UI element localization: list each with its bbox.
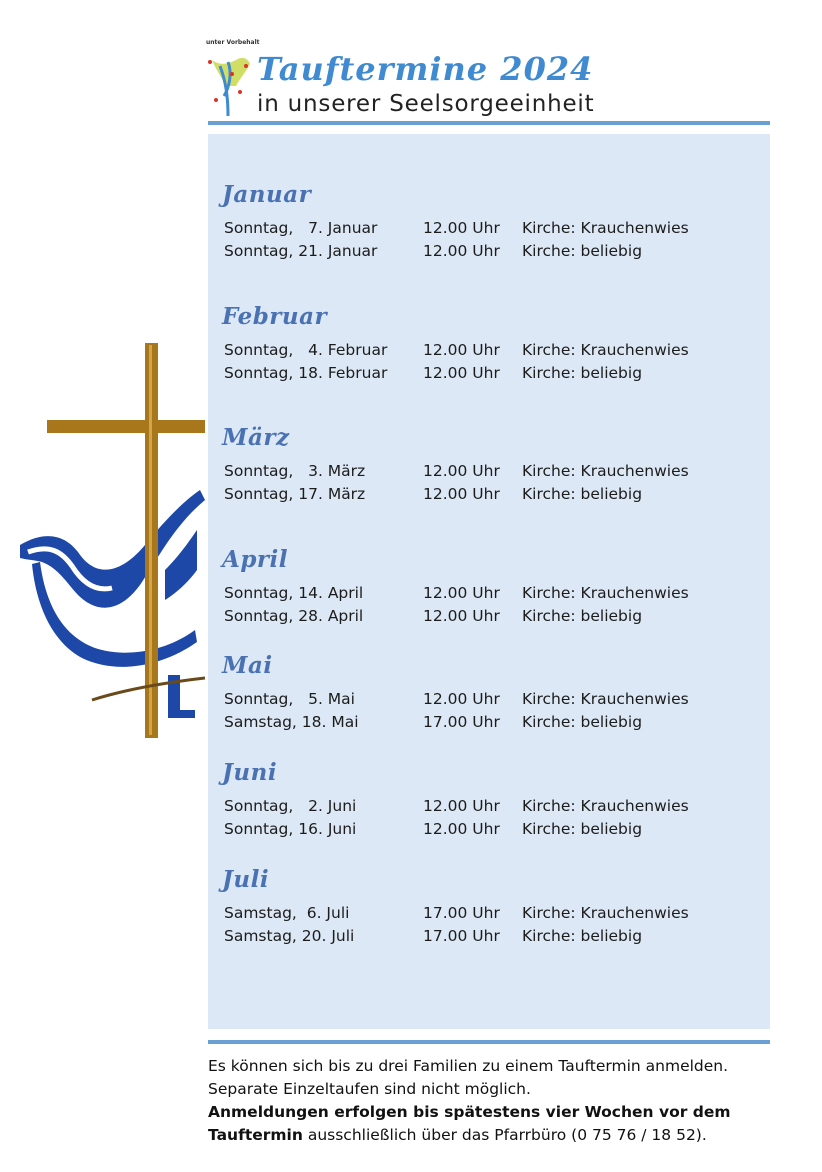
entry-church: Kirche: beliebig bbox=[522, 364, 643, 382]
month-heading-februar: Februar bbox=[222, 303, 328, 330]
footer-line: Es können sich bis zu drei Familien zu einem Tauftermin anmelden. bbox=[208, 1057, 729, 1075]
entry-time: 12.00 Uhr bbox=[423, 820, 500, 838]
entry-time: 17.00 Uhr bbox=[423, 927, 500, 945]
entry-church: Kirche: Krauchenwies bbox=[522, 690, 689, 708]
entry-date: Sonntag, 5. Mai bbox=[224, 690, 355, 708]
entry-time: 17.00 Uhr bbox=[423, 904, 500, 922]
note-unter-vorbehalt: unter Vorbehalt bbox=[206, 39, 260, 46]
entry-church: Kirche: beliebig bbox=[522, 927, 643, 945]
entry-church: Kirche: Krauchenwies bbox=[522, 341, 689, 359]
month-heading-juni: Juni bbox=[222, 759, 278, 786]
month-heading-maerz: März bbox=[222, 424, 290, 451]
entry-church: Kirche: Krauchenwies bbox=[522, 462, 689, 480]
entry-date: Samstag, 6. Juli bbox=[224, 904, 350, 922]
entry-date: Sonntag, 21. Januar bbox=[224, 242, 378, 260]
entry-church: Kirche: Krauchenwies bbox=[522, 219, 689, 237]
cross-dove-icon bbox=[0, 330, 205, 750]
entry-time: 12.00 Uhr bbox=[423, 364, 500, 382]
month-heading-juli: Juli bbox=[222, 866, 270, 893]
pfarrbuero-contact: ausschließlich über das Pfarrbüro (0 75 76 / 18 52). bbox=[302, 1126, 707, 1144]
entry-time: 12.00 Uhr bbox=[423, 341, 500, 359]
month-heading-januar: Januar bbox=[222, 181, 312, 208]
footer-bold-text: Tauftermin bbox=[208, 1126, 303, 1144]
entry-time: 12.00 Uhr bbox=[423, 485, 500, 503]
bottom-divider bbox=[208, 1040, 770, 1044]
entry-church: Kirche: beliebig bbox=[522, 607, 643, 625]
entry-church: Kirche: Krauchenwies bbox=[522, 904, 689, 922]
top-divider bbox=[208, 121, 770, 125]
entry-church: Kirche: Krauchenwies bbox=[522, 797, 689, 815]
entry-time: 17.00 Uhr bbox=[423, 713, 500, 731]
entry-date: Sonntag, 2. Juni bbox=[224, 797, 357, 815]
entry-church: Kirche: Krauchenwies bbox=[522, 584, 689, 602]
entry-time: 12.00 Uhr bbox=[423, 462, 500, 480]
page-subtitle: in unserer Seelsorgeeinheit bbox=[257, 91, 595, 117]
entry-time: 12.00 Uhr bbox=[423, 219, 500, 237]
month-heading-mai: Mai bbox=[222, 652, 273, 679]
entry-church: Kirche: beliebig bbox=[522, 485, 643, 503]
entry-date: Samstag, 18. Mai bbox=[224, 713, 359, 731]
schedule-panel bbox=[208, 134, 770, 1029]
entry-date: Sonntag, 4. Februar bbox=[224, 341, 388, 359]
entry-date: Sonntag, 16. Juni bbox=[224, 820, 357, 838]
entry-time: 12.00 Uhr bbox=[423, 690, 500, 708]
entry-date: Sonntag, 7. Januar bbox=[224, 219, 378, 237]
page-title: Tauftermine 2024 bbox=[257, 50, 594, 88]
entry-church: Kirche: beliebig bbox=[522, 713, 643, 731]
footer-line-bold bbox=[208, 1101, 778, 1124]
footer-line: Separate Einzeltaufen sind nicht möglich. bbox=[208, 1080, 531, 1098]
month-heading-april: April bbox=[222, 546, 289, 573]
entry-time: 12.00 Uhr bbox=[423, 584, 500, 602]
entry-church: Kirche: beliebig bbox=[522, 242, 643, 260]
entry-date: Sonntag, 18. Februar bbox=[224, 364, 388, 382]
entry-date: Samstag, 20. Juli bbox=[224, 927, 355, 945]
entry-date: Sonntag, 14. April bbox=[224, 584, 364, 602]
registration-info bbox=[208, 1055, 778, 1147]
entry-time: 12.00 Uhr bbox=[423, 242, 500, 260]
footer-line-contact bbox=[208, 1124, 778, 1147]
entry-date: Sonntag, 3. März bbox=[224, 462, 366, 480]
footer-bold-text: Anmeldungen erfolgen bis spätestens vier Wochen vor dem bbox=[208, 1103, 731, 1121]
entry-time: 12.00 Uhr bbox=[423, 797, 500, 815]
entry-time: 12.00 Uhr bbox=[423, 607, 500, 625]
entry-church: Kirche: beliebig bbox=[522, 820, 643, 838]
entry-date: Sonntag, 17. März bbox=[224, 485, 366, 503]
seelsorge-logo-icon bbox=[206, 52, 252, 118]
entry-date: Sonntag, 28. April bbox=[224, 607, 364, 625]
